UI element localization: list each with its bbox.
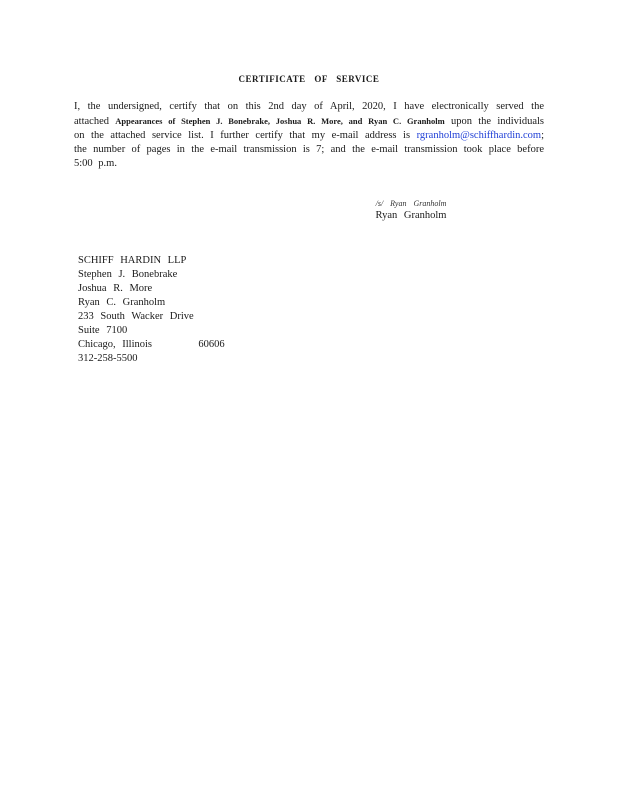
email-link[interactable]: rgranholm@schiffhardin.com <box>416 130 542 141</box>
electronic-signature: /s/ Ryan Granholm <box>375 199 447 208</box>
city-state-zip <box>78 338 225 352</box>
documents-served: Appearances of Stephen J. Bonebrake, Joshua R. More, and Ryan C. Granholm <box>115 116 445 126</box>
body-text-part3: ; the number of pages in the e-mail transmission is 7; and the e-mail transmission took place before 5:00 p.m. <box>74 130 544 169</box>
attorney-name: Joshua R. More <box>78 283 153 294</box>
suite: Suite 7100 <box>78 325 128 336</box>
firm-name: SCHIFF HARDIN LLP <box>78 255 187 266</box>
attorney-name: Ryan C. Granholm <box>78 297 166 308</box>
city-state: Chicago, Illinois <box>78 339 152 350</box>
body-text-part2: upon the individuals on the attached service list. I further certify that my e-mail address is <box>74 116 545 141</box>
certificate-body <box>74 100 544 171</box>
zip-code: 60606 <box>198 339 225 350</box>
attorney-name: Stephen J. Bonebrake <box>78 269 178 280</box>
street-address: 233 South Wacker Drive <box>78 311 194 322</box>
body-text-part1: I, the undersigned, certify that on this 2nd day of April, 2020, I have electronically served the attached <box>74 101 544 127</box>
phone-number: 312-258-5500 <box>78 353 138 364</box>
firm-address-block <box>78 254 225 366</box>
page-title: CERTIFICATE OF SERVICE <box>238 74 380 84</box>
signature-block <box>356 199 466 221</box>
signer-name: Ryan Granholm <box>375 210 447 221</box>
